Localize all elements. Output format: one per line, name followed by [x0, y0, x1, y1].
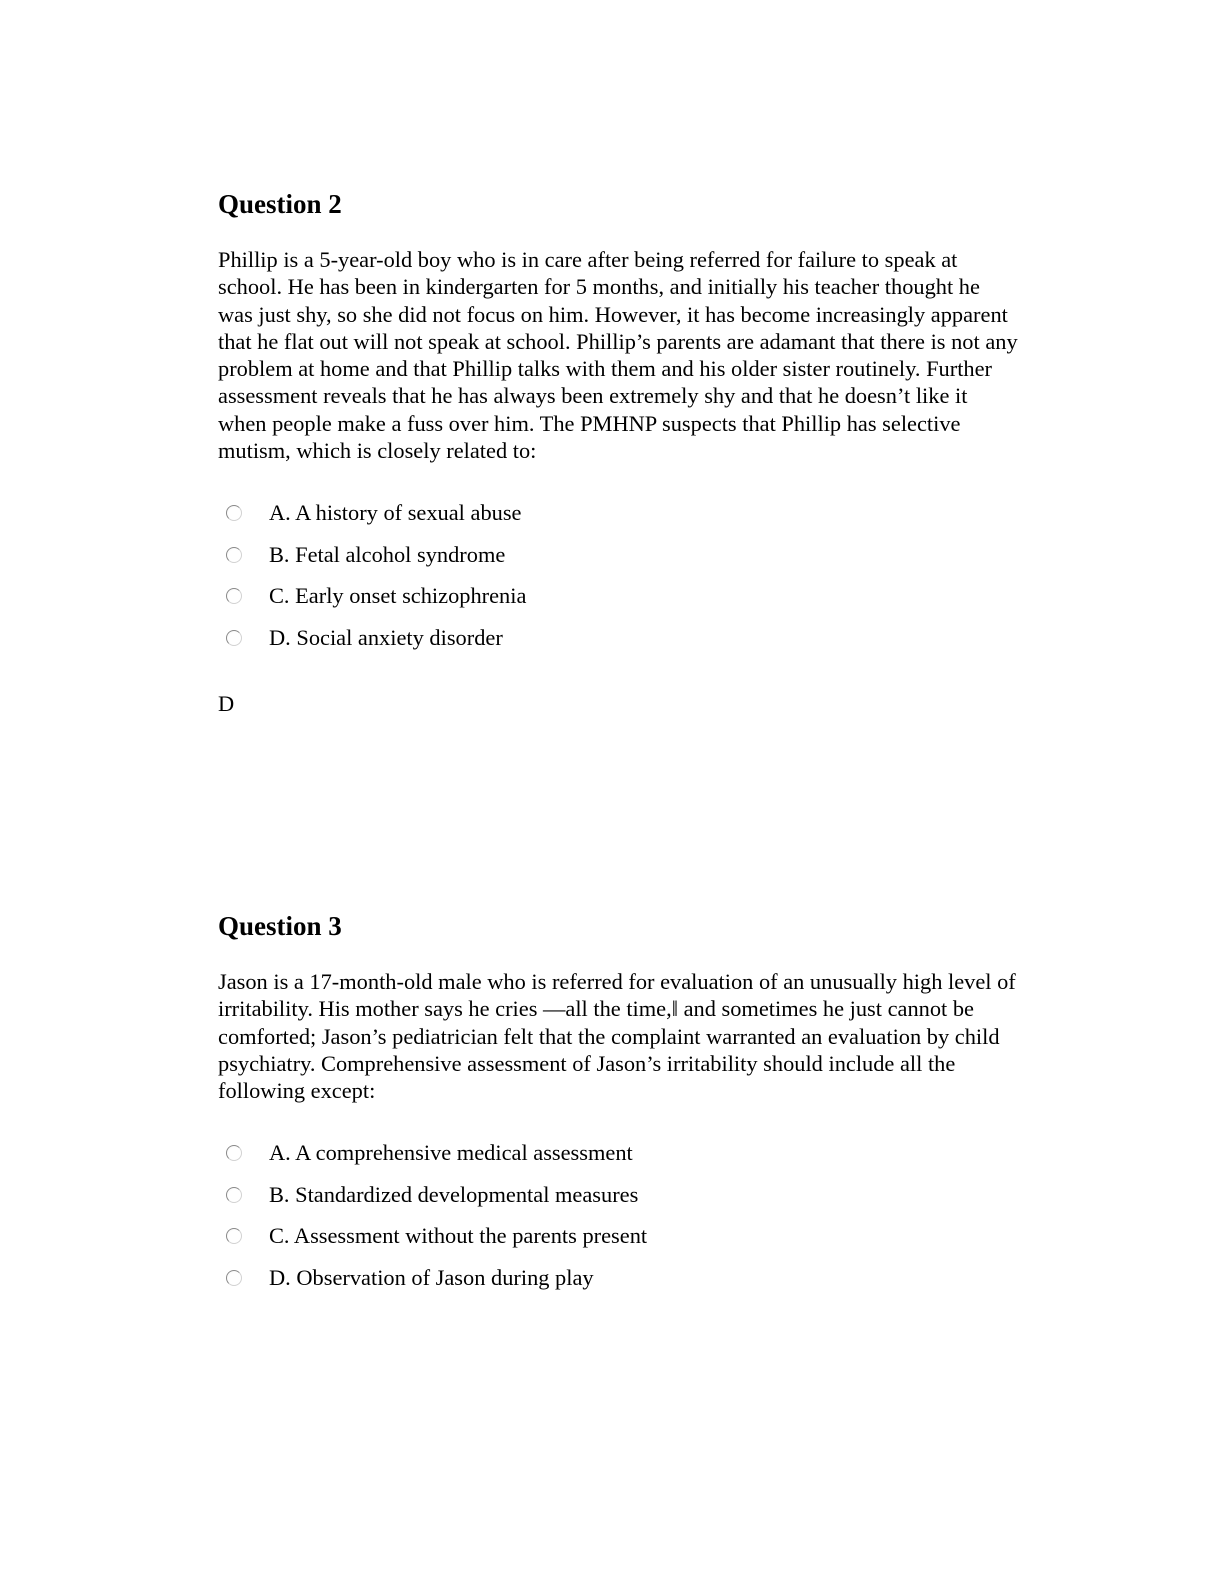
- option-label[interactable]: A. A history of sexual abuse: [269, 500, 522, 526]
- option-label[interactable]: B. Standardized developmental measures: [269, 1181, 639, 1207]
- radio-button-icon[interactable]: [226, 1187, 242, 1203]
- question-3: [218, 910, 1078, 1298]
- radio-button-icon[interactable]: [226, 547, 242, 563]
- question-2: [218, 188, 1078, 658]
- option-label[interactable]: D. Social anxiety disorder: [269, 624, 503, 650]
- option-a[interactable]: [218, 492, 1078, 534]
- question-title: Question 2: [218, 189, 342, 219]
- radio-button-icon[interactable]: [226, 588, 242, 604]
- option-label[interactable]: B. Fetal alcohol syndrome: [269, 541, 506, 567]
- radio-button-icon[interactable]: [226, 1145, 242, 1161]
- radio-button-icon[interactable]: [226, 630, 242, 646]
- option-b[interactable]: [218, 1174, 1078, 1216]
- answer-text: D: [218, 691, 235, 716]
- question-text: Phillip is a 5-year-old boy who is in care after being referred for failure to speak at school. He has been in kindergarten for 5 months, and initially his teacher thought he was just shy, so she did not focus on him. However, it has become increasingly apparent that he flat out will not speak at school. Phillip’s parents are adamant that there is not any problem at home and that Phillip talks with them and his older sister routinely. Further assessment reveals that he has always been extremely shy and that he doesn’t like it when people make a fuss over him. The PMHNP suspects that Phillip has selective mutism, which is closely related to:: [218, 247, 1018, 464]
- question-title: Question 3: [218, 911, 342, 941]
- option-label[interactable]: C. Early onset schizophrenia: [269, 583, 527, 609]
- radio-button-icon[interactable]: [226, 505, 242, 521]
- answer-options: [218, 1132, 1078, 1298]
- question-text: Jason is a 17-month-old male who is referred for evaluation of an unusually high level of irritability. His mother says he cries ―all the time,‖ and sometimes he just cannot be comforted; Jason’s pediatrician felt that the complaint warranted an evaluation by child psychiatry. Comprehensive assessment of Jason’s irritability should include all the following except:: [218, 969, 1016, 1104]
- option-d[interactable]: [218, 1257, 1078, 1299]
- option-c[interactable]: [218, 1215, 1078, 1257]
- option-label[interactable]: C. Assessment without the parents present: [269, 1223, 648, 1249]
- option-label[interactable]: A. A comprehensive medical assessment: [269, 1140, 633, 1166]
- option-a[interactable]: [218, 1132, 1078, 1174]
- option-d[interactable]: [218, 617, 1078, 659]
- option-c[interactable]: [218, 575, 1078, 617]
- radio-button-icon[interactable]: [226, 1270, 242, 1286]
- option-label[interactable]: D. Observation of Jason during play: [269, 1264, 594, 1290]
- answer-options: [218, 492, 1078, 658]
- option-b[interactable]: [218, 534, 1078, 576]
- radio-button-icon[interactable]: [226, 1228, 242, 1244]
